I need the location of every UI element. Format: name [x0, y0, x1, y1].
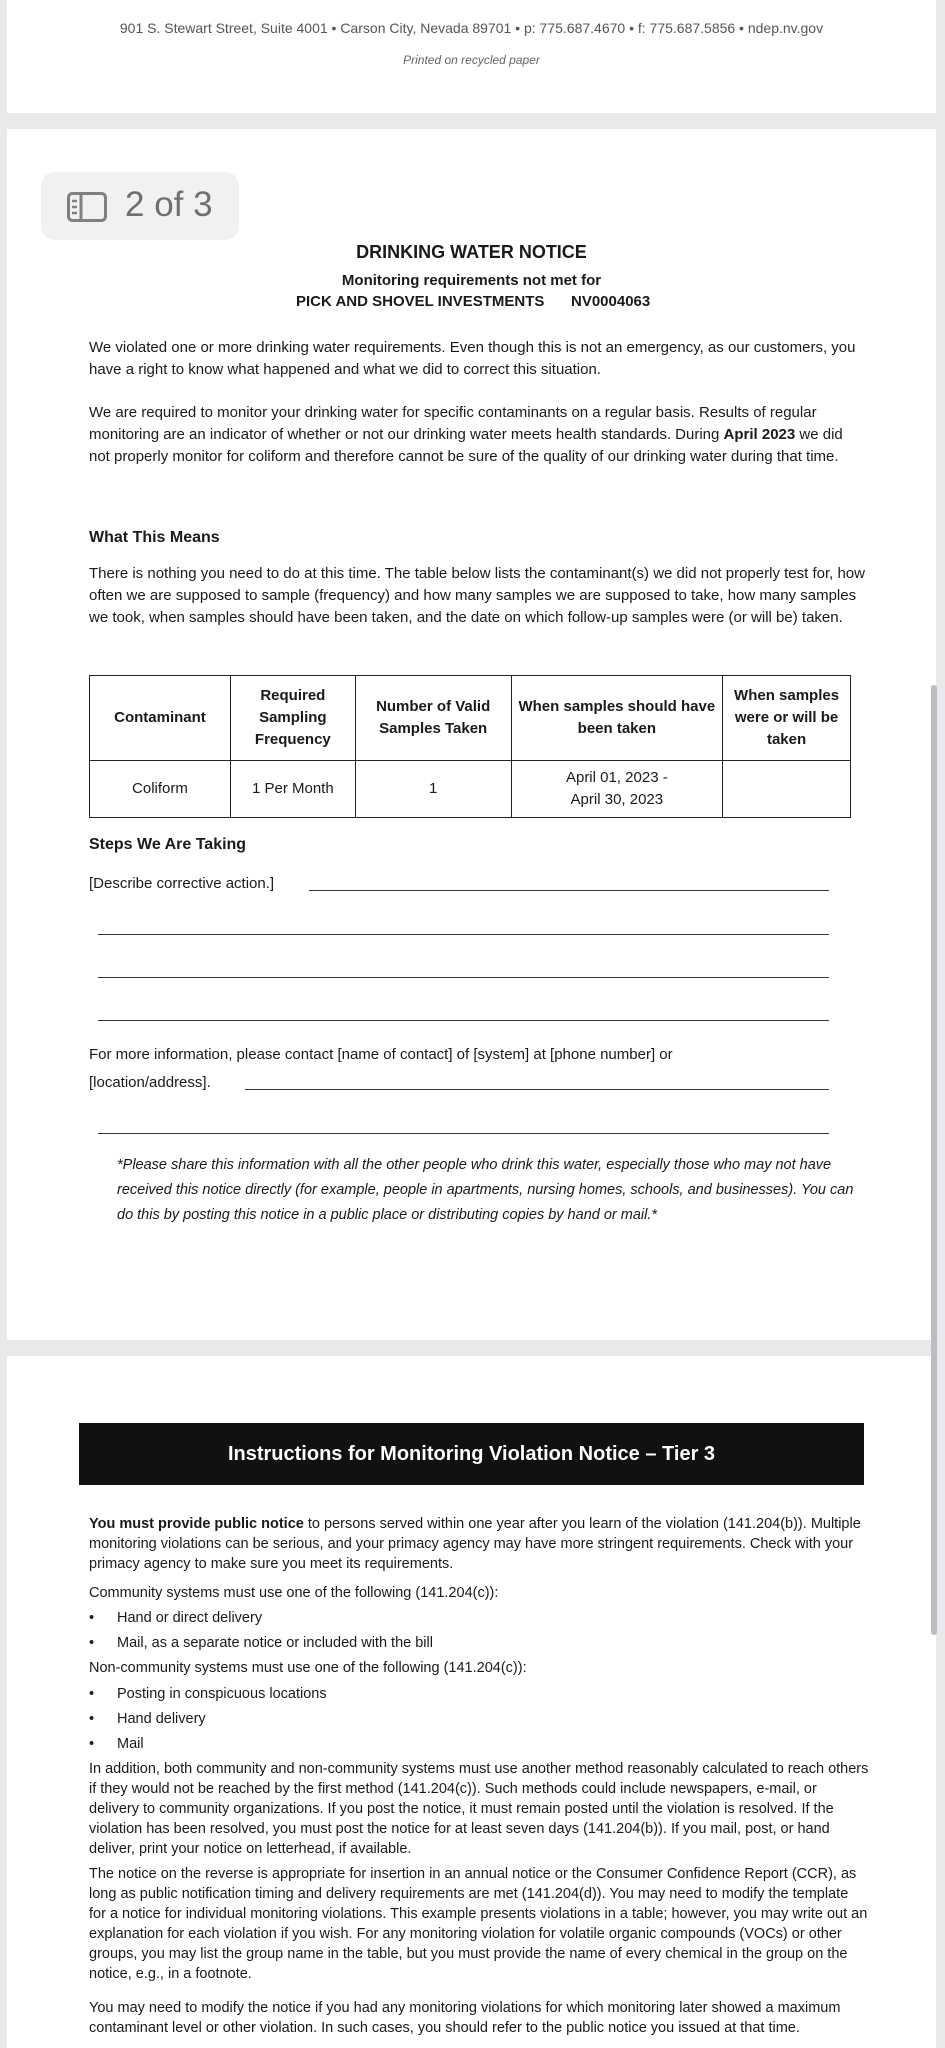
- contact-line-1: For more information, please contact [name of contact] of [system] at [phone number] or: [89, 1046, 673, 1063]
- contact-line-2: [location/address].: [89, 1074, 211, 1091]
- notice-subtitle: Monitoring requirements not met for: [341, 272, 602, 289]
- monitoring-period: April 2023: [723, 426, 796, 443]
- noncommunity-intro: Non-community systems must use one of the following (141.204(c)):: [89, 1660, 527, 1676]
- list-item: • Hand or direct delivery: [89, 1610, 263, 1626]
- table-header-row: [90, 676, 851, 761]
- public-notice-paragraph: You must provide public notice to persons served within one year after you learn of the violation (141.204(b)). Multiple monitoring violations can be serious, and your primacy agency may have more stringent requirements. Check with your primacy agency to make sure you meet its requirements.: [89, 1516, 861, 1572]
- col-header-contaminant: Contaminant: [90, 676, 231, 761]
- violation-table: [89, 675, 851, 818]
- community-intro: Community systems must use one of the following (141.204(c)):: [89, 1585, 499, 1601]
- reverse-paragraph: The notice on the reverse is appropriate for insertion in an annual notice or the Consumer Confidence Report (CCR), as long as public notification timing and delivery requirements are met (141.204(d)). You may need to modify the template for a notice for individual monitoring violations. This example presents violations in a table; however, you may write out an explanation for each violation if you wish. For any monitoring violation for volatile organic compounds (VOCs) or other groups, you may list the group name in the table, but you must provide the name of every chemical in the group on the notice, e.g., in a footnote.: [89, 1866, 868, 1982]
- intro-paragraph: We violated one or more drinking water requirements. Even though this is not an emergency, as our customers, you have a right to know what happened and what we did to correct this situation.: [89, 339, 856, 378]
- document-page-2: [7, 129, 936, 1340]
- blank-line: [98, 977, 829, 978]
- scrollbar[interactable]: [931, 685, 937, 1635]
- cell-samples: 1: [355, 761, 511, 818]
- document-page-1: [7, 0, 936, 113]
- notice-title: DRINKING WATER NOTICE: [356, 242, 587, 262]
- instructions-banner: Instructions for Monitoring Violation Notice – Tier 3: [79, 1423, 864, 1485]
- blank-line: [98, 934, 829, 935]
- footer-recycled-note: Printed on recycled paper: [403, 53, 540, 67]
- list-item: • Mail: [89, 1736, 144, 1752]
- page-thumbnail-icon: [67, 192, 107, 227]
- modify-paragraph: You may need to modify the notice if you had any monitoring violations for which monitoring later showed a maximum contaminant level or other violation. In such cases, you should refer to the public notice you issued at that time.: [89, 2000, 841, 2036]
- list-item: • Mail, as a separate notice or included with the bill: [89, 1635, 433, 1651]
- cell-followup: [723, 761, 851, 818]
- addition-paragraph: In addition, both community and non-community systems must use another method reasonably calculated to reach others if they would not be reached by the first method (141.204(c)). Such methods could include newspapers, e-mail, or delivery to community organizations. If you post the notice, it must remain posted until the violation is resolved. If the violation has been resolved, you must post the notice for at least seven days (141.204(b)). If you mail, post, or hand deliver, print your notice on letterhead, if available.: [89, 1761, 869, 1857]
- col-header-samples-taken: Number of Valid Samples Taken: [355, 676, 511, 761]
- blank-line: [245, 1089, 829, 1090]
- list-item: • Hand delivery: [89, 1711, 206, 1727]
- system-name: PICK AND SHOVEL INVESTMENTS: [296, 293, 545, 310]
- blank-line: [309, 890, 829, 891]
- steps-heading: Steps We Are Taking: [89, 836, 247, 853]
- system-id: NV0004063: [571, 293, 651, 310]
- list-item: • Posting in conspicuous locations: [89, 1686, 327, 1702]
- blank-line: [98, 1133, 829, 1134]
- table-row: [90, 761, 851, 818]
- page-indicator-label: 2 of 3: [125, 185, 213, 224]
- document-page-3: [7, 1356, 936, 2048]
- cell-contaminant: Coliform: [90, 761, 231, 818]
- what-this-means-heading: What This Means: [89, 529, 220, 546]
- cell-frequency: 1 Per Month: [230, 761, 355, 818]
- share-note: *Please share this information with all the other people who drink this water, especially those who may not have received this notice directly (for example, people in apartments, nursing homes, schools, and businesses). You can do this by posting this notice in a public place or distributing copies by hand or mail.*: [117, 1157, 854, 1223]
- monitoring-paragraph: We are required to monitor your drinking water for specific contaminants on a regular basis. Results of regular monitoring are an indicator of whether or not our drinking water meets health standards. During April 2023 we did not properly monitor for coliform and therefore cannot be sure of the quality of our drinking water during that time.: [89, 404, 843, 465]
- what-this-means-paragraph: There is nothing you need to do at this time. The table below lists the contaminant(s) we did not properly test for, how often we are supposed to sample (frequency) and how many samples we are supposed to take, how many samples we took, when samples should have been taken, and the date on which follow-up samples were (or will be) taken.: [89, 565, 865, 626]
- footer-address: 901 S. Stewart Street, Suite 4001 • Carson City, Nevada 89701 • p: 775.687.4670 • f: 775.687.5856 • ndep.nv.gov: [119, 20, 824, 36]
- col-header-frequency: Required Sampling Frequency: [230, 676, 355, 761]
- col-header-followup: When samples were or will be taken: [723, 676, 851, 761]
- page-indicator[interactable]: [41, 172, 239, 240]
- cell-when-taken: April 01, 2023 - April 30, 2023: [511, 761, 723, 818]
- blank-line: [98, 1020, 829, 1021]
- corrective-action-placeholder: [Describe corrective action.]: [89, 875, 275, 892]
- col-header-should-have-been-taken: When samples should have been taken: [511, 676, 723, 761]
